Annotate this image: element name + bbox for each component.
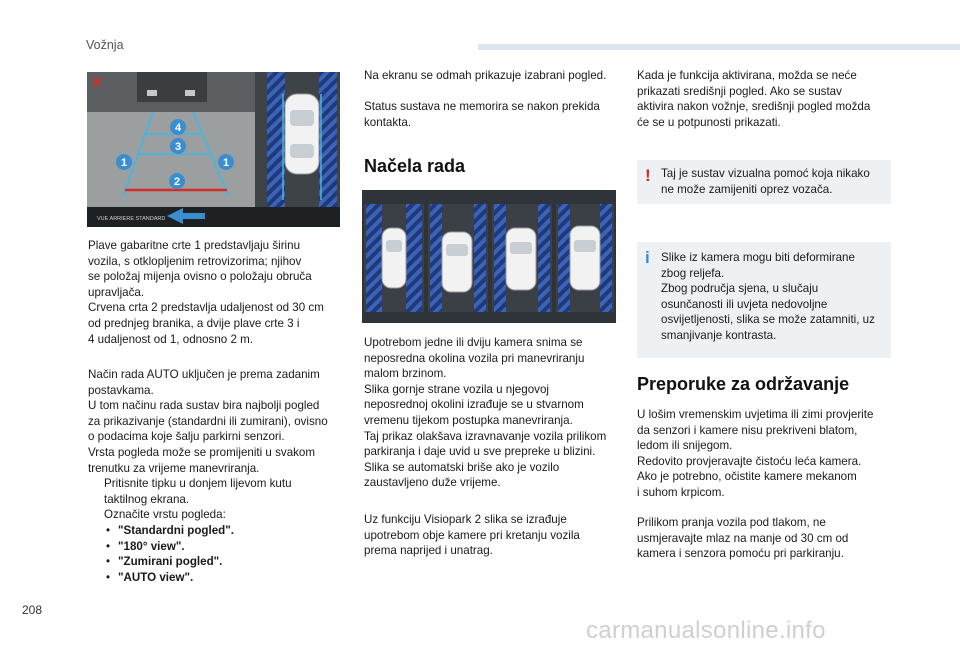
text-line: vozila, s otklopljenim retrovizorima; njihov	[88, 254, 302, 268]
text-line: Slika se automatski briše ako je vozilo	[364, 460, 560, 474]
col1-para1	[88, 238, 344, 347]
text-line: 4 udaljenost od 1, odnosno 2 m.	[88, 332, 254, 346]
view-option: • "Standardni pogled".	[106, 523, 234, 537]
text-line: upotrebom obje kamere pri kretanju vozila	[364, 528, 580, 542]
col1-para2	[88, 367, 344, 585]
text-line: Crvena crta 2 predstavlja udaljenost od 30 cm	[88, 301, 324, 315]
view-option: • "AUTO view".	[106, 570, 194, 584]
text-line: Taj prikaz olakšava izravnavanje vozila prilikom	[364, 429, 607, 443]
car-top-icon	[285, 94, 319, 174]
section-title-maintenance: Preporuke za održavanje	[637, 374, 850, 394]
svg-text:3: 3	[174, 141, 182, 153]
text-line: o podacima koje šalju parkirni senzori.	[88, 430, 285, 444]
text-line: Kada je funkcija aktivirana, možda se neće	[637, 69, 857, 82]
text-line: Plave gabaritne crte 1 predstavljaju širinu	[88, 239, 301, 252]
text-line: malom brzinom.	[364, 367, 447, 381]
text-line: od prednjeg branika, a dvije plave crte 3 i	[88, 316, 300, 330]
marker-1-right	[218, 154, 234, 170]
parking-svg	[362, 190, 616, 323]
text-line: upravljača.	[88, 285, 145, 299]
col2-para1	[364, 335, 620, 491]
text-line: aktivira nakon vožnje, središnji pogled možda	[637, 100, 871, 114]
text-line: smanjivanje kontrasta.	[661, 328, 777, 342]
text-line: usmjeravajte mlaz na manje od 30 cm od	[637, 531, 849, 545]
text-line: neposrednoj okolini izrađuje se u stvarnom	[364, 398, 584, 412]
text-line: za prikazivanje (standardni ili zumirani), ovisno	[88, 414, 328, 428]
text-line: Redovito provjeravajte čistoću leća kamera.	[637, 454, 862, 468]
text-line: Upotrebom jedne ili dviju kamera snima se	[364, 336, 583, 349]
view-option: • "180° view".	[106, 539, 185, 553]
text-line: Na ekranu se odmah prikazuje izabrani pogled.	[364, 69, 607, 82]
view-option: • "Zumirani pogled".	[106, 555, 223, 569]
text-line: postavkama.	[88, 383, 154, 397]
rear-camera-illustration	[87, 72, 340, 227]
text-line: neposredna okolina vozila pri manevriranju	[364, 351, 585, 365]
section-title-principles: Načela rada	[364, 156, 466, 176]
col3-para2	[637, 515, 893, 562]
text-line: kontakta.	[364, 115, 412, 129]
text-line: će se u potpunosti prikazati.	[637, 115, 781, 129]
text-line: prema naprijed i unatrag.	[364, 544, 493, 558]
text-line: Način rada AUTO uključen je prema zadanim	[88, 368, 320, 381]
page-number: 208	[22, 603, 43, 617]
text-line: da senzori i kamere nisu prekriveni blatom,	[637, 423, 858, 437]
col2-status	[364, 99, 620, 130]
text-line: taktilnog ekrana.	[104, 492, 190, 506]
marker-2	[169, 173, 185, 189]
col2-para2	[364, 512, 620, 559]
text-line: zbog reljefa.	[661, 266, 725, 280]
parking-top-view-illustration	[362, 190, 616, 323]
text-line: kamera i senzora pomoću pri parkiranju.	[637, 547, 844, 561]
running-header: Vožnja	[86, 38, 124, 52]
col3-intro	[637, 68, 893, 130]
svg-text:1: 1	[222, 157, 230, 169]
text-line: U tom načinu rada sustav bira najbolji pogled	[88, 399, 320, 413]
marker-3	[170, 138, 186, 154]
text-line: Uz funkciju Visiopark 2 slika se izrađuje	[364, 513, 567, 526]
text-line: ne može zamijeniti oprez vozača.	[661, 182, 833, 196]
text-line: vremenu tijekom postupka manevriranja.	[364, 413, 573, 427]
view-caption: VUE ARRIERE STANDARD	[97, 216, 166, 222]
text-line: osunčanosti ili uvjeta nedovoljne	[661, 297, 828, 311]
text-line: i suhom krpicom.	[637, 485, 725, 499]
text-line: osvijetljenosti, slika se može zatamniti, uz	[661, 313, 875, 327]
info-icon: i	[645, 248, 650, 267]
col3-para1	[637, 407, 893, 501]
svg-text:4: 4	[174, 122, 182, 134]
watermark: carmanualsonline.info	[586, 617, 826, 644]
bullet-item	[88, 507, 344, 523]
header-bar	[478, 44, 960, 50]
text-line: parkiranja i daje uvid u sve prepreke u blizini.	[364, 445, 596, 459]
warning-icon: !	[645, 166, 651, 185]
bullet-item	[88, 476, 344, 507]
text-line: zaustavljeno duže vrijeme.	[364, 476, 501, 490]
text-line: Taj je sustav vizualna pomoć koja nikako	[661, 167, 870, 180]
info-box	[637, 242, 891, 358]
svg-text:1: 1	[120, 157, 128, 169]
warning-box	[637, 160, 891, 204]
text-line: prikazati središnji pogled. Ako se sustav	[637, 84, 842, 98]
rear-camera-svg	[87, 72, 340, 227]
text-line: Slike iz kamera mogu biti deformirane	[661, 251, 855, 264]
text-line: se položaj mijenja ovisno o položaju obruča	[88, 270, 312, 284]
text-line: Označite vrstu pogleda:	[104, 508, 226, 522]
text-line: Zbog područja sjena, u slučaju	[661, 282, 819, 296]
text-line: Prilikom pranja vozila pod tlakom, ne	[637, 516, 826, 529]
svg-text:2: 2	[173, 176, 181, 188]
marker-4	[170, 119, 186, 135]
text-line: Vrsta pogleda može se promijeniti u svakom	[88, 445, 316, 459]
text-line: Slika gornje strane vozila u njegovoj	[364, 382, 549, 396]
text-line: Status sustava ne memorira se nakon prekida	[364, 100, 600, 113]
text-line: Pritisnite tipku u donjem lijevom kutu	[104, 477, 292, 491]
text-line: U lošim vremenskim uvjetima ili zimi provjerite	[637, 408, 874, 421]
col2-intro	[364, 68, 620, 84]
marker-1-left	[116, 154, 132, 170]
text-line: ledom ili snijegom.	[637, 439, 733, 453]
text-line: trenutku za vrijeme manevriranja.	[88, 461, 260, 475]
text-line: Ako je potrebno, očistite kamere mekanom	[637, 470, 857, 484]
